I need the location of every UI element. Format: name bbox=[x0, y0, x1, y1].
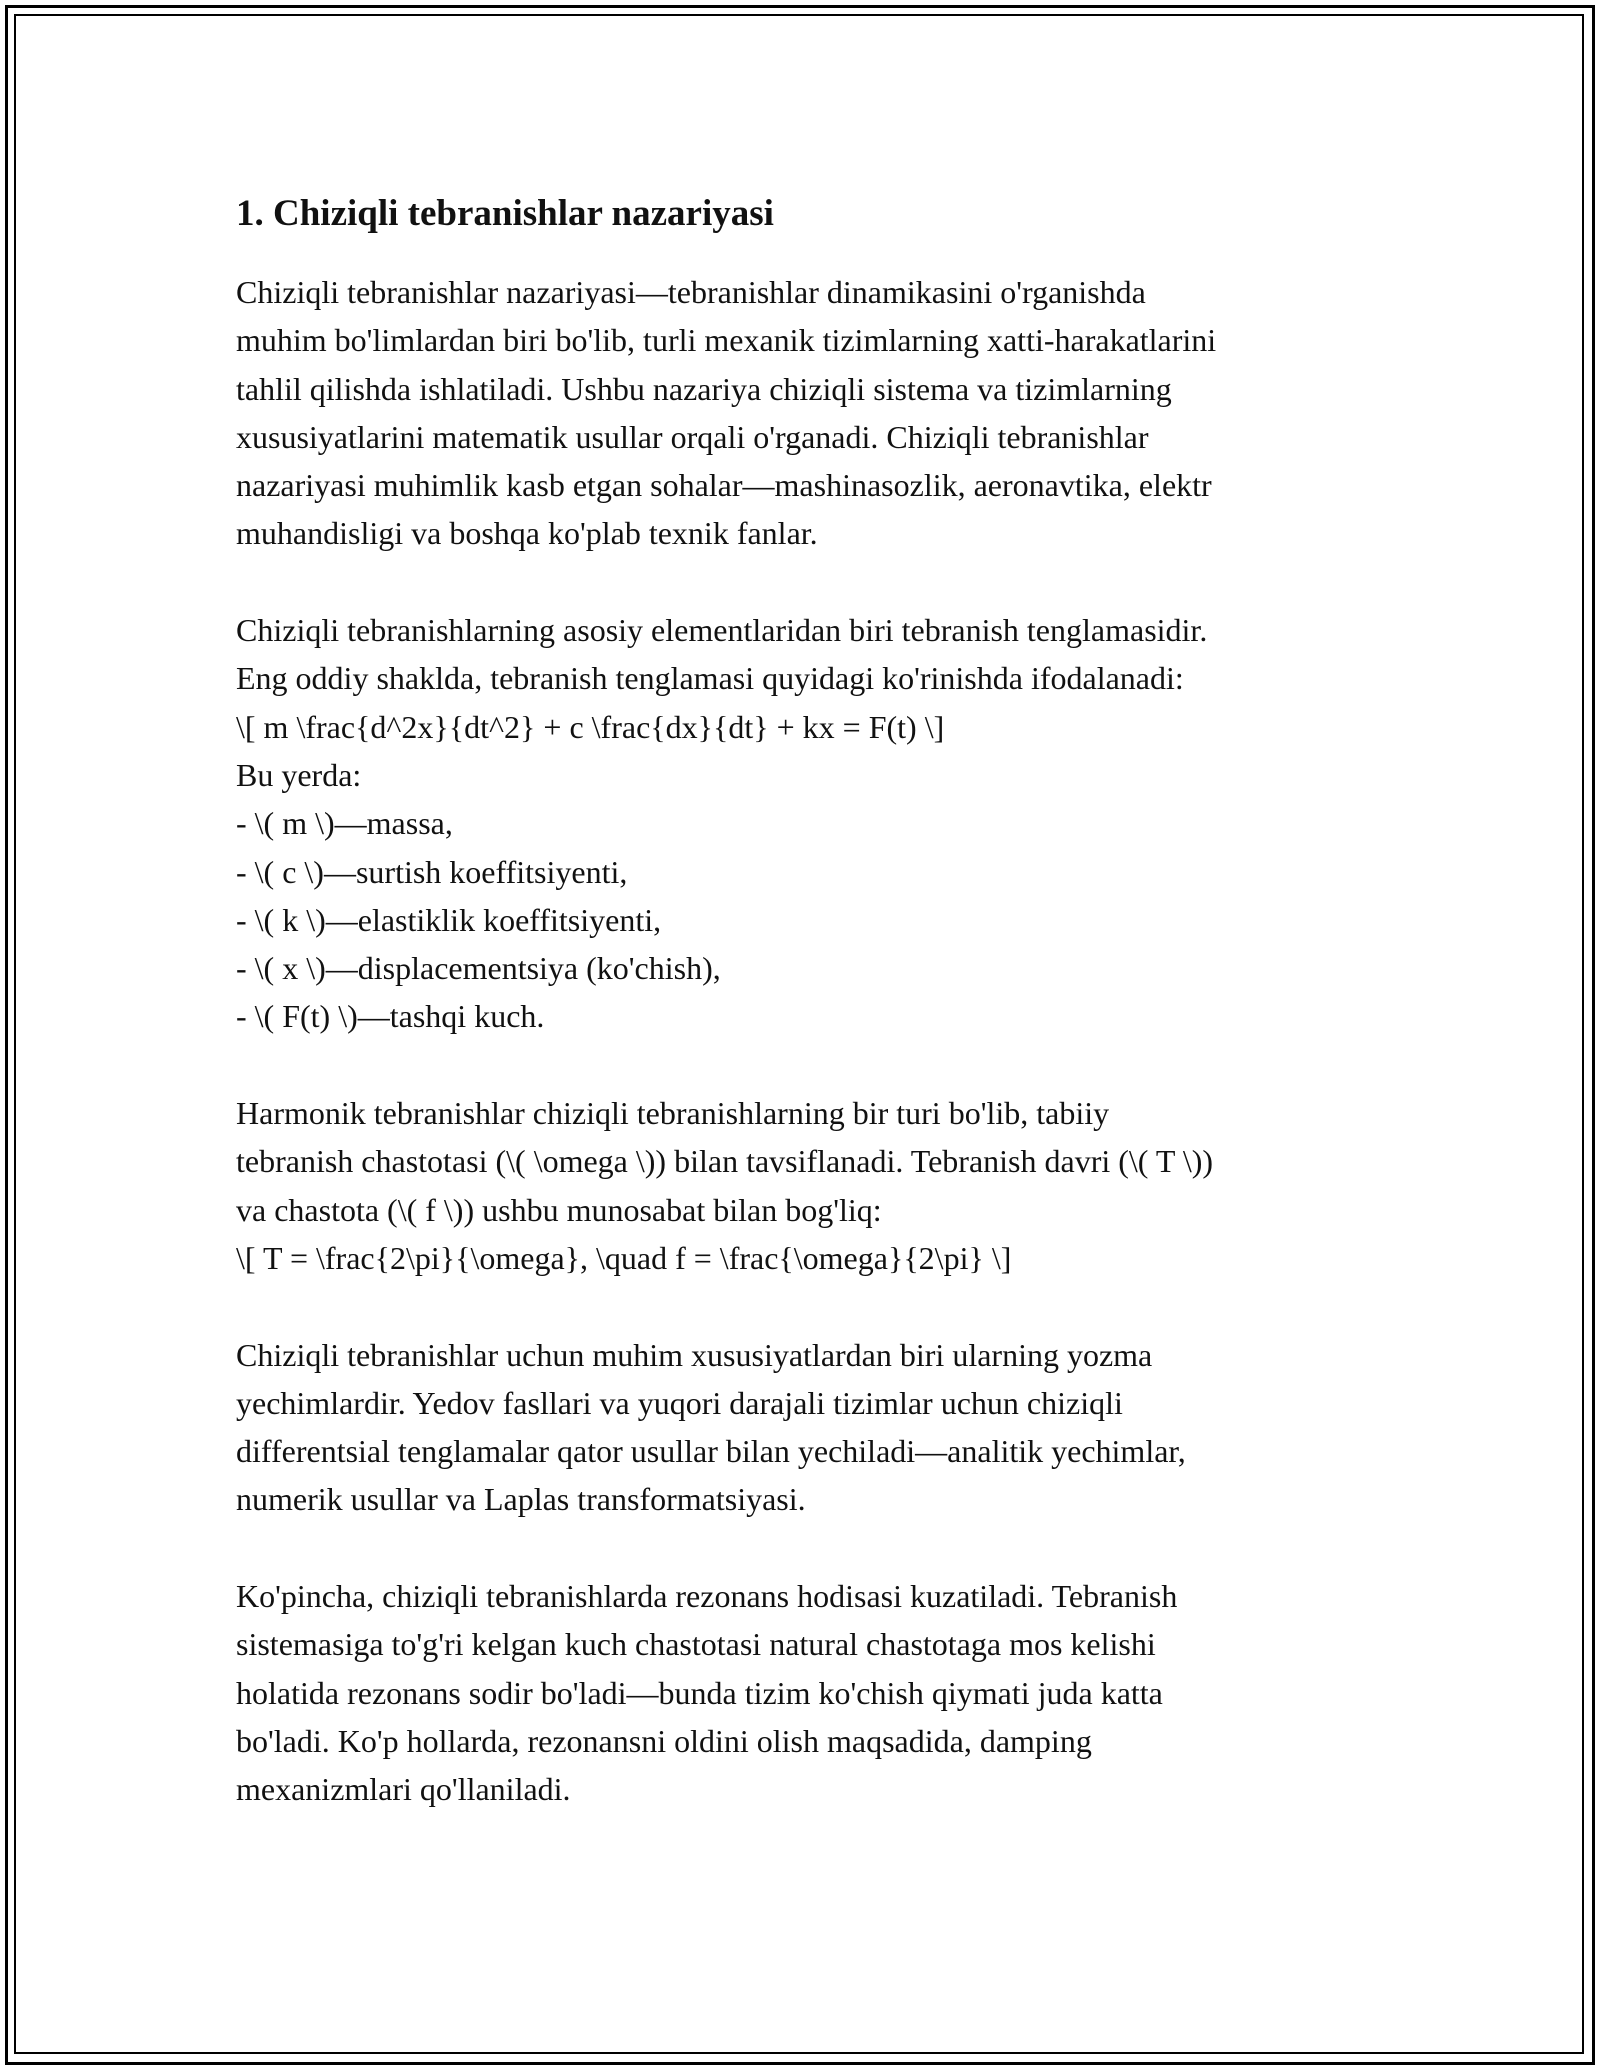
text-line: muhim bo'limlardan biri bo'lib, turli mexanik tizimlarning xatti-harakatlarini bbox=[236, 322, 1217, 359]
text-line: yechimlardir. Yedov fasllari va yuqori darajali tizimlar uchun chiziqli bbox=[236, 1384, 1123, 1421]
text-line: bo'ladi. Ko'p hollarda, rezonansni oldini olish maqsadida, damping bbox=[236, 1722, 1092, 1759]
paragraph-solutions bbox=[236, 1331, 1366, 1524]
definition-item: - \( m \)—massa, bbox=[236, 805, 453, 842]
text-line: nazariyasi muhimlik kasb etgan sohalar—mashinasozlik, aeronavtika, elektr bbox=[236, 467, 1212, 504]
paragraph-intro bbox=[236, 268, 1366, 558]
text-line: Bu yerda: bbox=[236, 756, 362, 793]
text-line: muhandisligi va boshqa ko'plab texnik fanlar. bbox=[236, 515, 818, 552]
document-body bbox=[236, 188, 1366, 1862]
text-line: numerik usullar va Laplas transformatsiyasi. bbox=[236, 1481, 806, 1518]
text-line: Ko'pincha, chiziqli tebranishlarda rezonans hodisasi kuzatiladi. Tebranish bbox=[236, 1578, 1178, 1615]
equation-line: \[ m \frac{d^2x}{dt^2} + c \frac{dx}{dt} + kx = F(t) \] bbox=[236, 708, 945, 745]
equation-line: \[ T = \frac{2\pi}{\omega}, \quad f = \frac{\omega}{2\pi} \] bbox=[236, 1239, 1012, 1276]
text-line: tebranish chastotasi (\( \omega \)) bilan tavsiflanadi. Tebranish davri (\( T \)) bbox=[236, 1143, 1214, 1180]
text-line: mexanizmlari qo'llaniladi. bbox=[236, 1771, 571, 1808]
text-line: holatida rezonans sodir bo'ladi—bunda tizim ko'chish qiymati juda katta bbox=[236, 1674, 1163, 1711]
text-line: sistemasiga to'g'ri kelgan kuch chastotasi natural chastotaga mos kelishi bbox=[236, 1626, 1156, 1663]
paragraph-harmonic bbox=[236, 1089, 1366, 1282]
definition-item: - \( c \)—surtish koeffitsiyenti, bbox=[236, 853, 628, 890]
paragraph-resonance bbox=[236, 1572, 1366, 1813]
text-line: Harmonik tebranishlar chiziqli tebranishlarning bir turi bo'lib, tabiiy bbox=[236, 1095, 1110, 1132]
text-line: Chiziqli tebranishlar nazariyasi—tebranishlar dinamikasini o'rganishda bbox=[236, 274, 1146, 310]
text-line: va chastota (\( f \)) ushbu munosabat bilan bog'liq: bbox=[236, 1191, 882, 1228]
section-heading: 1. Chiziqli tebranishlar nazariyasi bbox=[236, 193, 774, 234]
text-line: differentsial tenglamalar qator usullar bilan yechiladi—analitik yechimlar, bbox=[236, 1433, 1186, 1470]
text-line: xususiyatlarini matematik usullar orqali o'rganadi. Chiziqli tebranishlar bbox=[236, 418, 1149, 455]
text-line: Eng oddiy shaklda, tebranish tenglamasi quyidagi ko'rinishda ifodalanadi: bbox=[236, 660, 1184, 697]
text-line: Chiziqli tebranishlarning asosiy elementlaridan biri tebranish tenglamasidir. bbox=[236, 612, 1208, 649]
definition-item: - \( x \)—displacementsiya (ko'chish), bbox=[236, 950, 721, 987]
text-line: Chiziqli tebranishlar uchun muhim xususiyatlardan biri ularning yozma bbox=[236, 1336, 1153, 1373]
definition-item: - \( F(t) \)—tashqi kuch. bbox=[236, 998, 545, 1035]
text-line: tahlil qilishda ishlatiladi. Ushbu nazariya chiziqli sistema va tizimlarning bbox=[236, 370, 1172, 407]
definition-item: - \( k \)—elastiklik koeffitsiyenti, bbox=[236, 901, 662, 938]
paragraph-equation bbox=[236, 606, 1366, 1041]
